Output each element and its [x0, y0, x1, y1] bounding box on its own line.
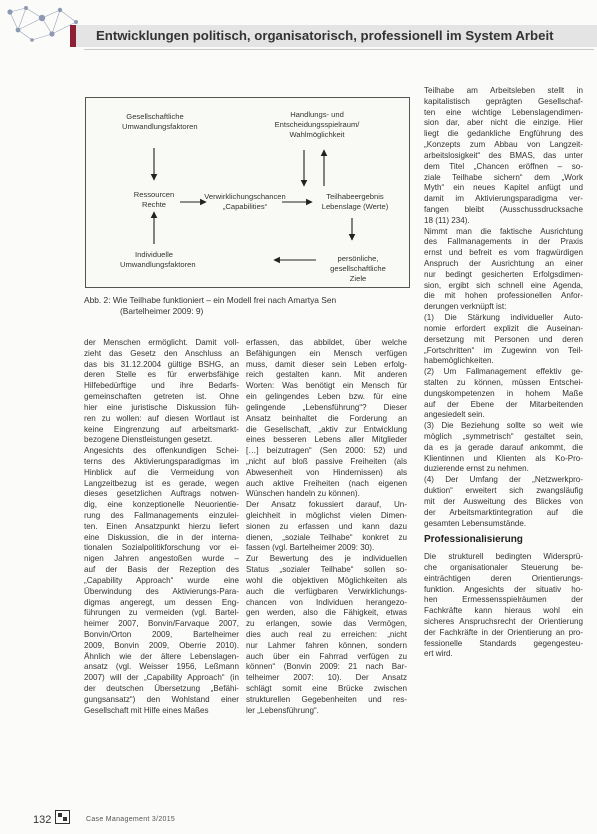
text-line: fessionelle Standards gegengesteu- — [424, 638, 583, 648]
text-line: Überwindung des Aktivierungs-Para- — [84, 586, 239, 596]
text-line: zieht das Gesetz den Anschluss an — [84, 348, 239, 358]
text-line: Klientinnen und Klienten als Ko-Pro- — [424, 453, 583, 463]
figure-caption: Abb. 2: Wie Teilhabe funktioniert – ein Modell frei nach Amartya Sen (Bartelheimer 2009: 9) — [84, 295, 337, 316]
text-line: ert wird. — [424, 649, 453, 659]
text-line: die Gesellschaft, „aktiv zur Entwicklung — [246, 424, 407, 434]
node-societal-factors: Gesellschaftliche Umwandlungsfaktoren — [122, 112, 198, 131]
text-line: gemeinschaften getreten ist. Ohne — [84, 392, 239, 402]
text-line: eine Diskussion, die in der interna- — [84, 532, 239, 542]
text-line: Ansatz beinhaltet die Forderung an — [246, 413, 407, 423]
text-line: sicheres Anspruchsrecht der Orientierung — [424, 617, 583, 626]
node-participation-outcome: Teilhabeergebnis Lebenslage (Werte) — [321, 192, 389, 211]
text-line: Myth“ ein neues Kapitel anfügt und — [424, 183, 583, 193]
text-line: ren zu wollen: auf diesen Wortlaut ist — [84, 413, 239, 423]
text-line: auch über ein Fahrrad verfügen zu — [246, 651, 407, 661]
page-footer — [0, 800, 597, 834]
text-line: telheimer 2007: 10). Der Ansatz — [246, 673, 407, 683]
text-line: schlägt somit eine Brücke zwischen — [246, 684, 407, 693]
text-line: Wünschen handeln zu können). — [246, 489, 360, 499]
text-line: da es ja gerade darauf ankommt, die — [424, 442, 583, 452]
header-rule — [84, 49, 594, 50]
text-line: kapitalistisch geprägten Gesellschaf- — [424, 96, 583, 106]
text-line: die mit hohen professionellen Anfor- — [424, 291, 583, 301]
text-line: dig, eine konzeptionelle Neuorientie- — [84, 500, 239, 510]
text-line: das bis 31.12.2004 gültige BSHG, an — [84, 359, 239, 369]
text-line: auch aktive Freiheiten (nach eigenen — [246, 478, 407, 488]
node-goals: persönliche, gesellschaftliche Ziele — [330, 254, 386, 283]
text-line: 2009, Bonvin 2009, Oberrie 2010). — [84, 640, 239, 650]
text-line: stalten zu können, müssen Entschei- — [424, 377, 583, 387]
text-line: Status „sozialer Teilhabe“ sollen so- — [246, 565, 407, 575]
text-line: „nicht auf bloß passive Freiheiten (als — [246, 456, 407, 466]
text-line: Fachkräfte kann hieraus wohl ein — [424, 606, 583, 616]
text-line: digmas angeregt, um dessen Eng- — [84, 597, 239, 607]
text-line: muss, damit dieser sein Leben erfolg- — [246, 359, 407, 369]
text-line: können“ (Bonvin 2009: 21 nach Bar- — [246, 662, 407, 672]
text-line: sion, ergibt sich schnell eine Agenda, — [424, 280, 583, 290]
header-title: Entwicklungen politisch, organisatorisch, professionell im System Arbeit — [96, 28, 554, 43]
text-line: zu erlangen, sowie das Vermögen, — [246, 619, 407, 629]
text-line: gesamten Lebensumstände. — [424, 518, 527, 528]
journal-logo-icon — [55, 810, 70, 824]
text-line: Nimmt man die faktische Ausrichtung — [424, 226, 583, 236]
text-line: ler „Lebensführung“. — [246, 705, 319, 715]
text-line: auch die verfügbaren Verwirklichungs- — [246, 586, 407, 596]
text-line: „Capability Approach“ wurde eine — [84, 575, 239, 585]
text-line: tionalen Sozialpolitikforschung vor ei- — [84, 543, 239, 553]
text-line: ziale Teilhabe sichern“ dem „Work — [424, 172, 583, 182]
text-column-right — [424, 86, 583, 660]
text-line: 18 (11) 234). — [424, 215, 470, 225]
text-line: keine Eingrenzung auf arbeitsmarkt- — [84, 424, 239, 434]
text-line: gen werden, also die Fähigkeit, etwas — [246, 608, 407, 618]
text-line: habemöglichkeiten. — [424, 356, 494, 366]
text-line: Angesichts des offenkundigen Schei- — [84, 446, 239, 456]
text-line: damit im Aktivierungsparadigma ver- — [424, 194, 583, 204]
text-line: Hinblick auf die Vermeidung von — [84, 467, 239, 477]
node-resources: Ressourcen Rechte — [133, 190, 175, 209]
figure-diagram — [85, 97, 410, 288]
text-line: fangen bleibt (Ausschussdrucksache — [424, 204, 583, 214]
text-line: ernst und befreit es vom fragwürdigen — [424, 248, 583, 258]
text-line: derungen verknüpft ist: — [424, 302, 507, 312]
text-line: gleichheit in möglichst vielen Dimen- — [246, 511, 407, 520]
text-line: dies auch real zu erreichen: „nicht — [246, 629, 407, 639]
text-line: angesiedelt sein. — [424, 410, 485, 420]
text-line: che organisationaler Steuerung be- — [424, 562, 583, 572]
page-number: 132 — [33, 814, 52, 826]
text-line: gelingende „Lebensführung“? Dieser — [246, 402, 407, 412]
text-line: „Konzepts zum Abbau von Langzeit- — [424, 140, 583, 150]
text-line: […] beizutragen“ (Sen 2000: 52) und — [246, 446, 407, 456]
text-line: Der Ansatz fokussiert darauf, Un- — [246, 500, 407, 510]
text-line: der Menschen ermöglicht. Damit voll- — [84, 338, 239, 347]
text-line: nigen Jahren angestoßen wurde – — [84, 554, 239, 564]
text-line: des Fallmanagements in der Praxis — [424, 237, 583, 247]
text-line: ten. Einen Ansatzpunkt hierzu liefert — [84, 521, 239, 531]
text-column-left — [84, 338, 239, 716]
text-column-middle — [246, 338, 407, 716]
text-line: dienen, „soziale Teilhabe“ konkret zu — [246, 532, 407, 542]
text-line: arbeitslosigkeit“ des BMAS, das unter — [424, 150, 583, 160]
text-line: Abwesenheit von Hindernissen) als — [246, 467, 407, 477]
text-line: strukturellen Gegebenheiten und res- — [246, 694, 407, 704]
text-line: möglich „symmetrisch“ gestaltet sein, — [424, 432, 583, 441]
text-line: Die strukturell bedingten Widersprü- — [424, 552, 583, 562]
text-line: Worten: Was benötigt ein Mensch für — [246, 381, 407, 391]
text-line: bezogene Dienstleistungen gesetzt. — [84, 435, 213, 445]
text-line: duzierende ernst zu nehmen. — [424, 464, 529, 474]
text-line: duktion“ erweitert sich zwangsläufig — [424, 486, 583, 496]
text-line: Zur Bewertung des je individuellen — [246, 554, 407, 564]
node-individual-factors: Individuelle Umwandlungsfaktoren — [120, 250, 196, 269]
text-line: erfassen, das abbildet, über welche — [246, 338, 407, 347]
text-line: wohl die objektiven Möglichkeiten als — [246, 575, 407, 585]
text-line: dem Titel „Chancen eröffnen – so- — [424, 161, 583, 171]
text-line: Hilfebedürftige und ihre Bedarfs- — [84, 381, 239, 391]
text-line: (4) Der Umfang der „Netzwerkpro- — [424, 475, 583, 485]
text-line: (1) Die Stärkung individueller Auto- — [424, 313, 583, 323]
text-line: auf der Basis der Rezeption des — [84, 565, 239, 575]
text-line: dersetzung mit Personen und deren — [424, 334, 583, 344]
text-line: Teilhabe am Arbeitsleben stellt in — [424, 86, 583, 95]
text-line: 2007) will der „Capability Approach“ (in — [84, 673, 239, 683]
text-line: führungen zu vermeiden (vgl. Bartel- — [84, 608, 239, 618]
text-line: deren Stelle es für erwerbsfähige — [84, 370, 239, 380]
text-line: nomie erfordert explizit die Auseinan- — [424, 323, 583, 333]
text-line: der Arbeitsmarktintegration auf die — [424, 507, 583, 517]
text-line: der deutschen Übersetzung „Befähi- — [84, 684, 239, 693]
text-line: rung des Fallmanagements einzulei- — [84, 511, 239, 520]
text-line: chancen von Individuen herangezo- — [246, 597, 407, 607]
text-line: Gesellschaft mit Hilfe eines Maßes — [84, 705, 209, 715]
text-line: terns des Aktivierungsparadigmas im — [84, 456, 239, 466]
text-line: „Fortschritten“ im Zugewinn von Teil- — [424, 345, 583, 355]
text-line: reich gestalten kann. Mit anderen — [246, 370, 407, 380]
node-capabilities: Verwirklichungschancen „Capabilities“ — [204, 192, 286, 211]
text-line: heimer 2007, Bonvin/Farvaque 2007, — [84, 619, 239, 629]
node-decision-scope: Handlungs- und Entscheidungsspielraum/ Wahlmöglichkeit — [274, 110, 360, 139]
text-line: Ähnlich wie der ältere Lebenslagen- — [84, 651, 239, 661]
text-line: funktion. Angesichts der situativ ho- — [424, 584, 583, 594]
text-line: Langzeitbezug ist es gerade, wegen — [84, 478, 239, 488]
text-line: Anspruch der Ausrichtung an einer — [424, 259, 583, 268]
text-line: Bonvin/Orton 2009, Bartelheimer — [84, 629, 239, 639]
text-line: gungsansatz“) den Wohlstand einer — [84, 694, 239, 704]
section-heading: Professionalisierung — [424, 535, 523, 546]
text-line: ein gelingendes Leben bzw. für eine — [246, 392, 407, 402]
text-line: Befähigungen ein Mensch verfügen — [246, 348, 407, 358]
text-line: der Fachkräfte in der Orientierung an pro- — [424, 627, 583, 637]
header-bar — [70, 25, 597, 47]
text-line: (2) Um Fallmanagement effektiv ge- — [424, 367, 583, 377]
text-line: sionen zu erfassen und kann dazu — [246, 521, 407, 531]
text-line: eines besseren Lebens aller Mitglieder — [246, 435, 407, 445]
text-line: ansatz (vgl. Weisser 1956, Leßmann — [84, 662, 239, 672]
text-line: nur bedingt gesicherten Erfolgsdimen- — [424, 269, 583, 279]
header-accent — [70, 25, 76, 47]
text-line: liegt die gedankliche Engführung des — [424, 129, 583, 139]
text-line: dungskompetenzen in hohem Maße — [424, 388, 583, 398]
journal-name: Case Management 3/2015 — [86, 816, 176, 823]
text-line: (3) Die Beziehung sollte so weit wie — [424, 421, 583, 431]
text-line: hen Ermessensspielräumen der — [424, 595, 583, 605]
text-line: ten eine wichtige Lebenslagendimen- — [424, 107, 583, 117]
text-line: auf der Ebene der Mitarbeitenden — [424, 399, 583, 409]
text-line: sion dar, aber nicht die einzige. Hier — [424, 118, 583, 128]
text-line: fassen (vgl. Bartelheimer 2009: 30). — [246, 543, 375, 553]
text-line: dieses gesetzlichen Auftrags notwen- — [84, 489, 239, 499]
text-line: nur Lahmer fahren können, sondern — [246, 640, 407, 650]
text-line: mit der Ausweitung des Blickes von — [424, 496, 583, 506]
text-line: hier eine juristische Diskussion füh- — [84, 402, 239, 412]
text-line: einträchtigen deren Orientierungs- — [424, 573, 583, 583]
